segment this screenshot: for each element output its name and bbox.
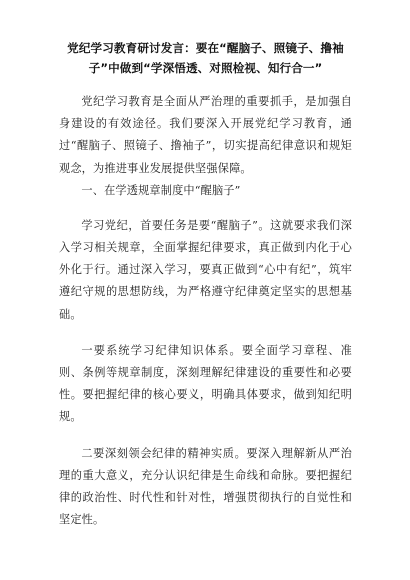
section-heading-1: 一、在学透规章制度中“醒脑子” bbox=[81, 183, 241, 197]
point-2-paragraph: 二要深刻领会纪律的精神实质。要深入理解新从严治理的重大意义，充分认识纪律是生命线和命脉。要把握纪律的政治性、时代性和针对性，增强贯彻执行的自觉性和坚定性。 bbox=[59, 446, 352, 527]
intro-paragraph: 党纪学习教育是全面从严治理的重要抓手，是加强自身建设的有效途径。我们要深入开展党纪学习教育，通过“醒脑子、照镜子、撸袖子”，切实提高纪律意识和规矩观念，为推进事业发展提供坚强保障。 bbox=[59, 95, 352, 175]
point-1-paragraph: 一要系统学习纪律知识体系。要全面学习章程、准则、条例等规章制度，深刻理解纪律建设的重要性和必要性。要把握纪律的核心要义，明确具体要求，做到知纪明规。 bbox=[59, 343, 352, 424]
document-title: 党纪学习教育研讨发言：要在“醒脑子、照镜子、撸袖子”中做到“学深悟透、对照检视、知行合一” bbox=[67, 41, 344, 75]
document-page bbox=[59, 38, 352, 531]
section-1-paragraph: 学习党纪，首要任务是要“醒脑子”。这就要求我们深入学习相关规章，全面掌握纪律要求，真正做到内化于心外化于行。通过深入学习，要真正做到“心中有纪”，筑牢遵纪守规的思想防线，为严格遵守纪律奠定坚实的思想基础。 bbox=[59, 218, 352, 321]
